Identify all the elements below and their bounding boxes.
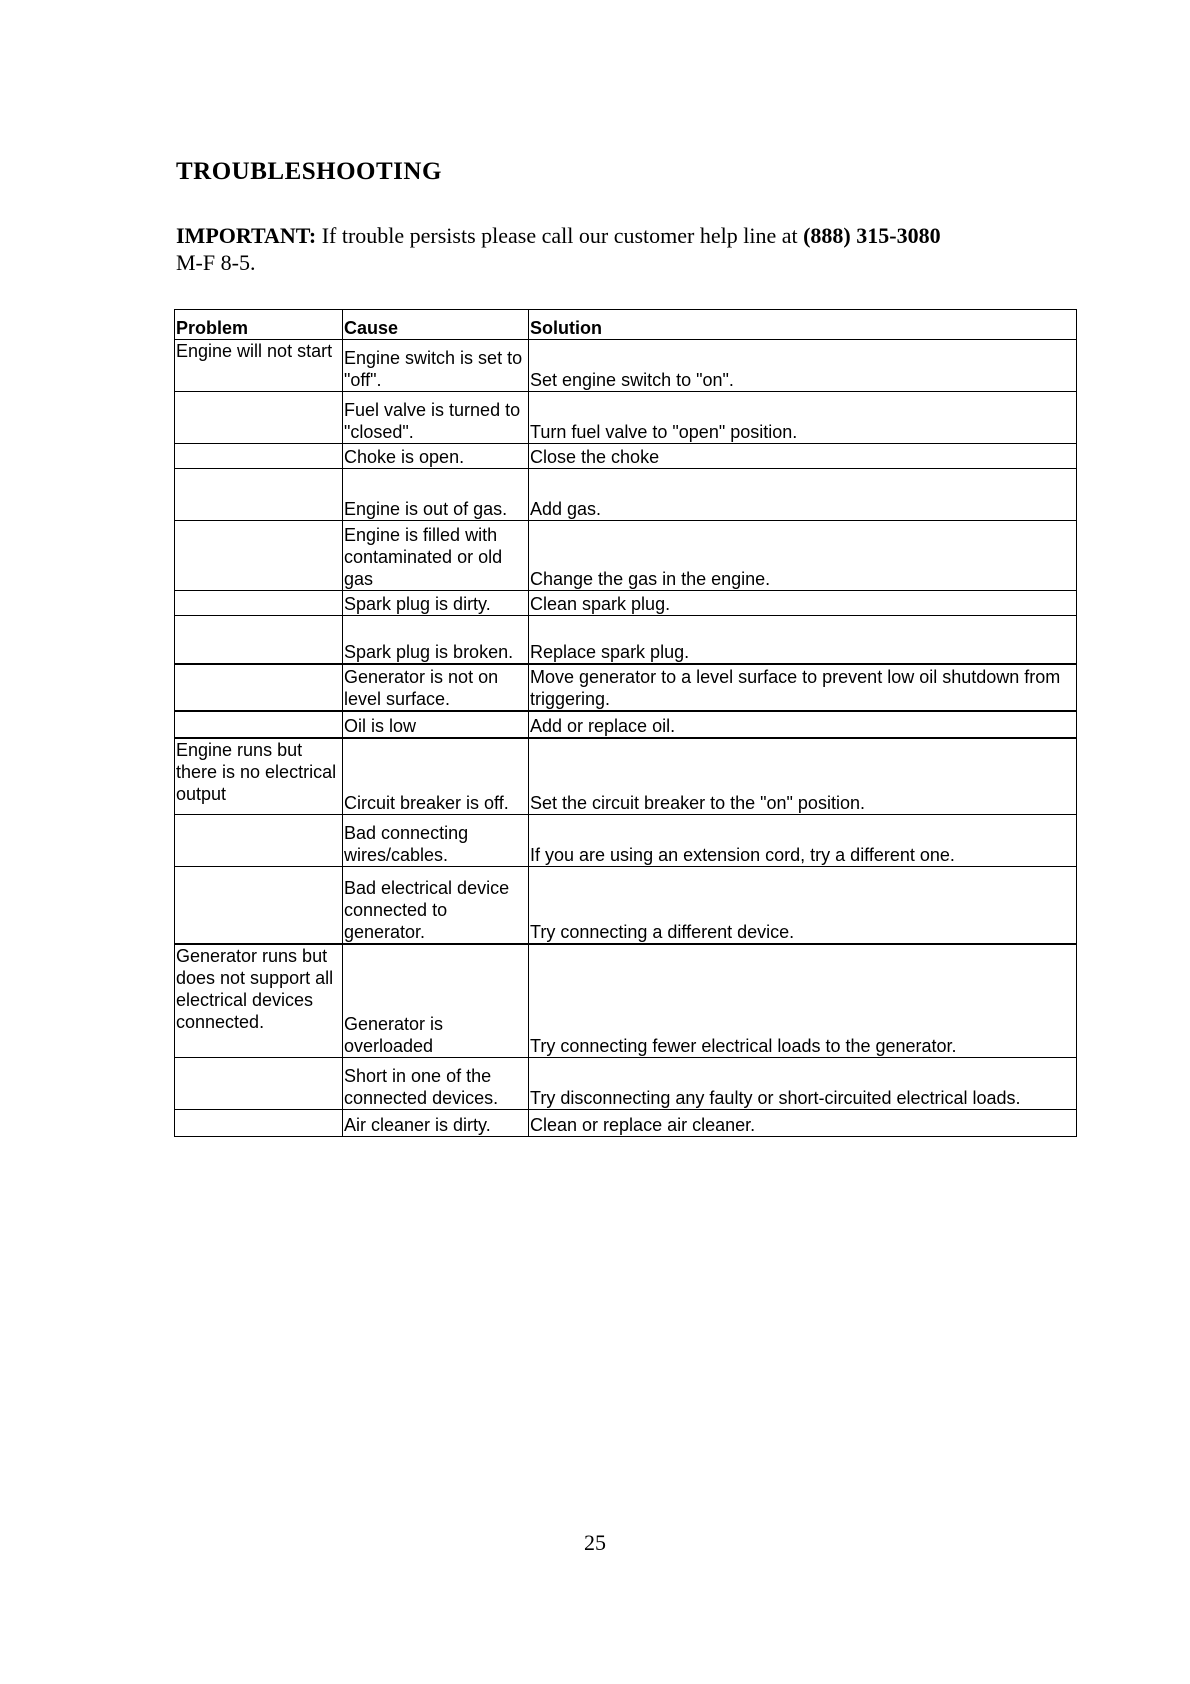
important-label: IMPORTANT: <box>176 223 317 248</box>
table-row <box>175 664 1077 711</box>
cause-cell: Air cleaner is dirty. <box>343 1110 529 1137</box>
cause-cell: Spark plug is broken. <box>343 616 529 664</box>
solution-cell: Close the choke <box>529 444 1077 469</box>
solution-cell: Try disconnecting any faulty or short-circuited electrical loads. <box>529 1058 1077 1110</box>
cause-cell: Engine is out of gas. <box>343 469 529 521</box>
problem-cell <box>175 711 343 738</box>
table-row <box>175 711 1077 738</box>
solution-cell: Clean spark plug. <box>529 591 1077 616</box>
solution-cell: Set engine switch to "on". <box>529 340 1077 392</box>
problem-cell <box>175 867 343 944</box>
cause-cell: Spark plug is dirty. <box>343 591 529 616</box>
problem-cell <box>175 1110 343 1137</box>
cause-cell: Bad connecting wires/cables. <box>343 815 529 867</box>
help-line-phone: (888) 315-3080 <box>803 223 941 248</box>
table-row <box>175 521 1077 591</box>
header-cause: Cause <box>343 310 529 340</box>
problem-cell <box>175 392 343 444</box>
table-row <box>175 340 1077 392</box>
cause-cell: Bad electrical device connected to generator. <box>343 867 529 944</box>
solution-cell: Try connecting a different device. <box>529 867 1077 944</box>
cause-cell: Engine switch is set to "off". <box>343 340 529 392</box>
important-text: If trouble persists please call our customer help line at <box>316 223 804 248</box>
table-row <box>175 616 1077 664</box>
problem-cell: Generator runs but does not support all electrical devices connected. <box>175 944 343 1058</box>
table-row <box>175 469 1077 521</box>
table-row <box>175 444 1077 469</box>
header-solution: Solution <box>529 310 1077 340</box>
table-row <box>175 392 1077 444</box>
cause-cell: Fuel valve is turned to "closed". <box>343 392 529 444</box>
solution-cell: Add gas. <box>529 469 1077 521</box>
page-number: 25 <box>584 1530 606 1555</box>
problem-cell <box>175 444 343 469</box>
solution-cell: Clean or replace air cleaner. <box>529 1110 1077 1137</box>
cause-cell: Engine is filled with contaminated or old gas <box>343 521 529 591</box>
solution-cell: Replace spark plug. <box>529 616 1077 664</box>
problem-cell <box>175 591 343 616</box>
table-row <box>175 944 1077 1058</box>
problem-cell <box>175 521 343 591</box>
table-header-row <box>175 310 1077 340</box>
cause-cell: Choke is open. <box>343 444 529 469</box>
table-row <box>175 738 1077 815</box>
page-heading: TROUBLESHOOTING <box>176 158 442 185</box>
problem-cell <box>175 815 343 867</box>
solution-cell: Add or replace oil. <box>529 711 1077 738</box>
problem-cell: Engine runs but there is no electrical output <box>175 738 343 815</box>
cause-cell: Generator is not on level surface. <box>343 664 529 711</box>
solution-cell: Change the gas in the engine. <box>529 521 1077 591</box>
table-row <box>175 1110 1077 1137</box>
problem-cell <box>175 616 343 664</box>
cause-cell: Oil is low <box>343 711 529 738</box>
solution-cell: Turn fuel valve to "open" position. <box>529 392 1077 444</box>
problem-cell <box>175 664 343 711</box>
header-problem: Problem <box>175 310 343 340</box>
help-line-hours: M-F 8-5. <box>176 250 256 275</box>
important-notice <box>176 222 1036 276</box>
cause-cell: Short in one of the connected devices. <box>343 1058 529 1110</box>
cause-cell: Circuit breaker is off. <box>343 738 529 815</box>
solution-cell: Try connecting fewer electrical loads to the generator. <box>529 944 1077 1058</box>
table-row <box>175 591 1077 616</box>
problem-cell <box>175 469 343 521</box>
problem-cell: Engine will not start <box>175 340 343 392</box>
cause-cell: Generator is overloaded <box>343 944 529 1058</box>
table-row <box>175 1058 1077 1110</box>
table-row <box>175 867 1077 944</box>
table-row <box>175 815 1077 867</box>
problem-cell <box>175 1058 343 1110</box>
solution-cell: Set the circuit breaker to the "on" position. <box>529 738 1077 815</box>
troubleshooting-table <box>174 309 1077 1137</box>
solution-cell: If you are using an extension cord, try a different one. <box>529 815 1077 867</box>
solution-cell: Move generator to a level surface to prevent low oil shutdown from triggering. <box>529 664 1077 711</box>
